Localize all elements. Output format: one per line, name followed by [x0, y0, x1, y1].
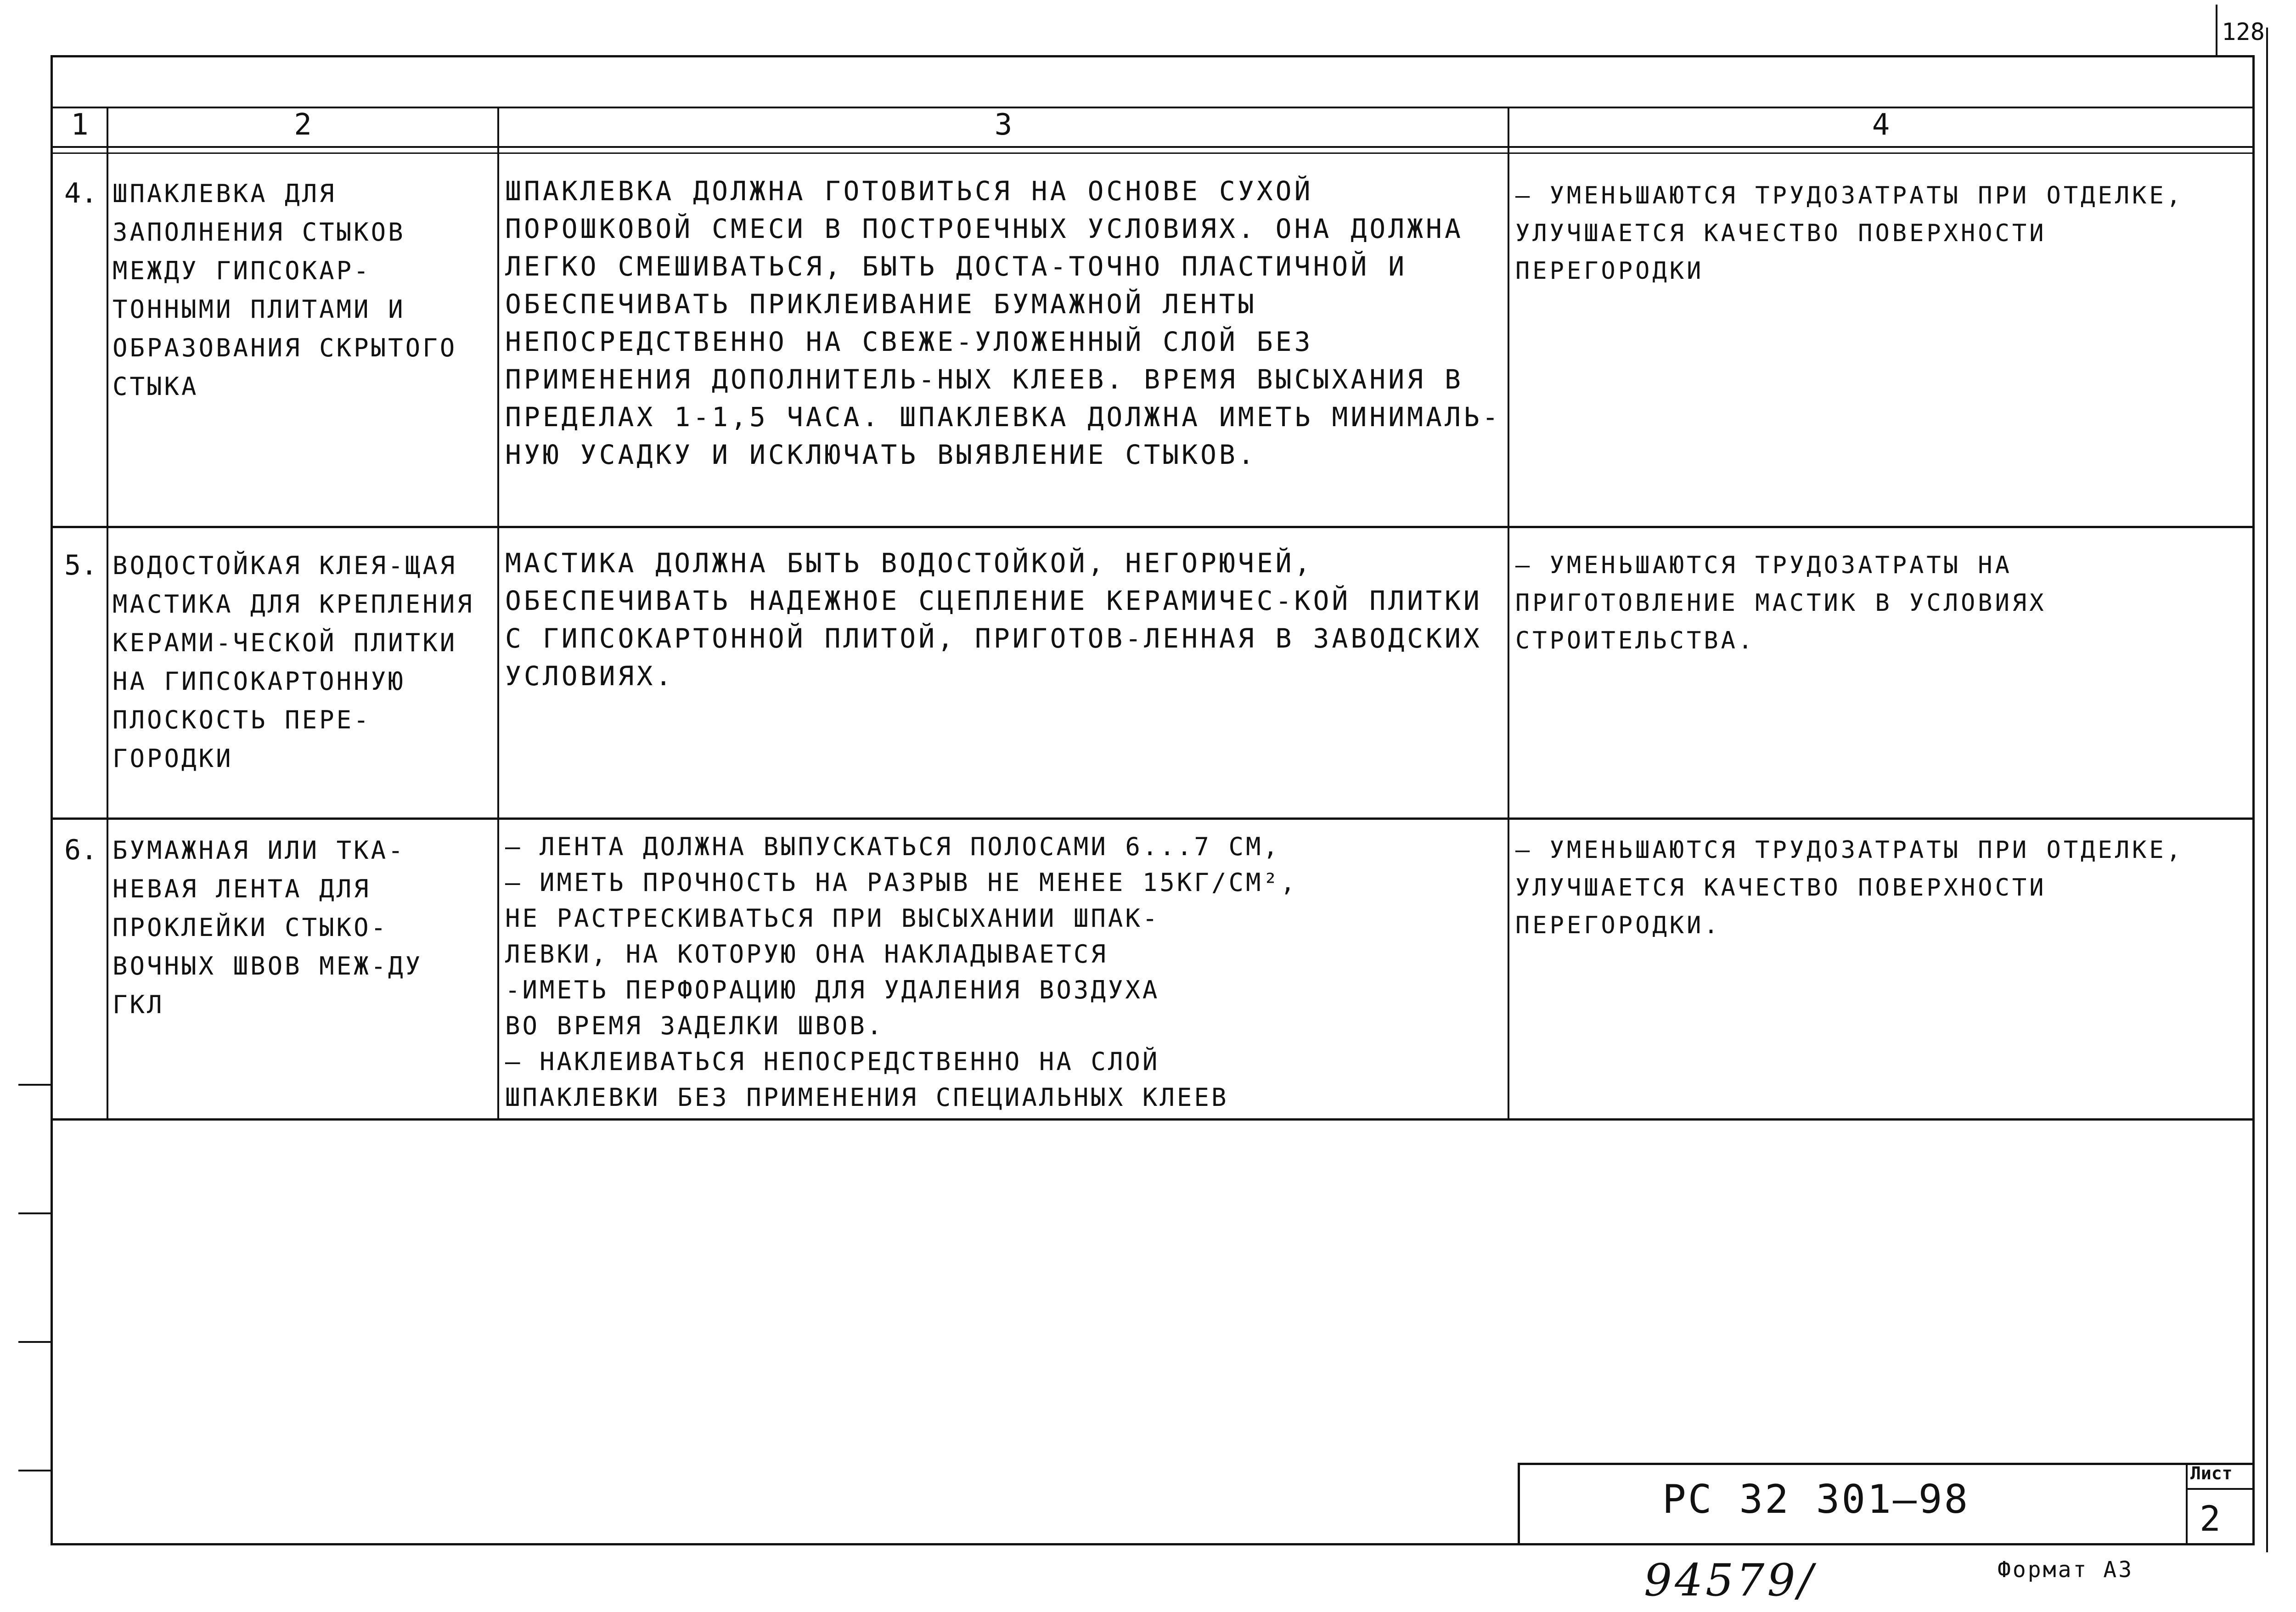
col-divider-1: [107, 107, 108, 1121]
outer-right-border: [2252, 55, 2255, 1545]
expected-effect: — УМЕНЬШАЮТСЯ ТРУДОЗАТРАТЫ ПРИ ОТДЕЛКЕ, УЛУЧШАЕТСЯ КАЧЕСТВО ПОВЕРХНОСТИ ПЕРЕГОРОДКИ: [1515, 182, 2183, 285]
format-note: Формат А3: [1998, 1557, 2134, 1583]
page-number: 128: [2222, 18, 2265, 46]
col-divider-3: [1508, 107, 1509, 1121]
row-number: 6.: [64, 834, 98, 866]
stamp-top-line: [1518, 1463, 2255, 1465]
margin-mark: [18, 1341, 51, 1343]
outer-top-border: [51, 55, 2255, 57]
col-divider-2: [497, 107, 499, 1121]
outer-left-border: [51, 55, 53, 1545]
header-bottom-line: [51, 146, 2255, 148]
header-col-4: 4: [1872, 108, 1890, 142]
header-col-1: 1: [71, 108, 89, 142]
material-name: ШПАКЛЕВКА ДЛЯ ЗАПОЛНЕНИЯ СТЫКОВ МЕЖДУ ГИПСОКАР-ТОННЫМИ ПЛИТАМИ И ОБРАЗОВАНИЯ СКРЫТОГО СТЫКА: [113, 179, 457, 401]
material-name: ВОДОСТОЙКАЯ КЛЕЯ-ЩАЯ МАСТИКА ДЛЯ КРЕПЛЕНИЯ КЕРАМИ-ЧЕСКОЙ ПЛИТКИ НА ГИПСОКАРТОННУЮ ПЛОСКОСТЬ ПЕРЕ-ГОРОДКИ: [113, 551, 474, 773]
row-divider-2: [51, 817, 2255, 820]
expected-effect: — УМЕНЬШАЮТСЯ ТРУДОЗАТРАТЫ НА ПРИГОТОВЛЕНИЕ МАСТИК В УСЛОВИЯХ СТРОИТЕЛЬСТВА.: [1515, 552, 2047, 654]
stamp-sheet-label-line: [2186, 1488, 2255, 1490]
outer-bottom-border: [51, 1543, 2255, 1545]
sheet-label: Лист: [2190, 1463, 2233, 1483]
material-requirements: МАСТИКА ДОЛЖНА БЫТЬ ВОДОСТОЙКОЙ, НЕГОРЮЧЕЙ, ОБЕСПЕЧИВАТЬ НАДЕЖНОЕ СЦЕПЛЕНИЕ КЕРАМИЧЕС-КОЙ ПЛИТКИ С ГИПСОКАРТОННОЙ ПЛИТОЙ, ПРИГОТОВ-ЛЕННАЯ В ЗАВОДСКИХ УСЛОВИЯХ.: [505, 547, 1482, 692]
material-name: БУМАЖНАЯ ИЛИ ТКА-НЕВАЯ ЛЕНТА ДЛЯ ПРОКЛЕЙКИ СТЫКО-ВОЧНЫХ ШВОВ МЕЖ-ДУ ГКЛ: [113, 836, 423, 1019]
header-col-2: 2: [294, 108, 312, 142]
header-col-3: 3: [994, 108, 1013, 142]
row-number: 5.: [64, 549, 98, 581]
stamp-left-line: [1518, 1463, 1520, 1545]
table-bottom-line: [51, 1118, 2255, 1121]
margin-mark: [18, 1470, 51, 1471]
row-divider-1: [51, 526, 2255, 528]
sheet-edge-right: [2266, 28, 2268, 1552]
inventory-number: 94579/: [1644, 1555, 1816, 1606]
document-code: РС 32 301—98: [1662, 1477, 1970, 1522]
row-number: 4.: [64, 177, 98, 209]
expected-effect: — УМЕНЬШАЮТСЯ ТРУДОЗАТРАТЫ ПРИ ОТДЕЛКЕ, УЛУЧШАЕТСЯ КАЧЕСТВО ПОВЕРХНОСТИ ПЕРЕГОРОДКИ.: [1515, 836, 2183, 939]
margin-mark: [18, 1212, 51, 1214]
page-number-box-left: [2216, 5, 2217, 55]
sheet-number: 2: [2200, 1498, 2221, 1539]
stamp-sheet-divider: [2186, 1463, 2188, 1545]
material-requirements: — ЛЕНТА ДОЛЖНА ВЫПУСКАТЬСЯ ПОЛОСАМИ 6...7 СМ, — ИМЕТЬ ПРОЧНОСТЬ НА РАЗРЫВ НЕ МЕНЕЕ 15КГ/СМ², НЕ РАСТРЕСКИВАТЬСЯ ПРИ ВЫСЫХАНИИ ШПАК- ЛЕВКИ, НА КОТОРУЮ ОНА НАКЛАДЫВАЕТСЯ -ИМЕТЬ ПЕРФОРАЦИЮ ДЛЯ УДАЛЕНИЯ ВОЗДУХА ВО ВРЕМЯ ЗАДЕЛКИ ШВОВ. — НАКЛЕИВАТЬСЯ НЕПОСРЕДСТВЕННО НА СЛОЙ ШПАКЛЕВКИ БЕЗ ПРИМЕНЕНИЯ СПЕЦИАЛЬНЫХ КЛЕЕВ: [505, 832, 1298, 1112]
header-bottom-line-2: [51, 152, 2255, 154]
margin-mark: [18, 1084, 51, 1086]
material-requirements: ШПАКЛЕВКА ДОЛЖНА ГОТОВИТЬСЯ НА ОСНОВЕ СУХОЙ ПОРОШКОВОЙ СМЕСИ В ПОСТРОЕЧНЫХ УСЛОВИЯХ. ОНА ДОЛЖНА ЛЕГКО СМЕШИВАТЬСЯ, БЫТЬ ДОСТА-ТОЧНО ПЛАСТИЧНОЙ И ОБЕСПЕЧИВАТЬ ПРИКЛЕИВАНИЕ БУМАЖНОЙ ЛЕНТЫ НЕПОСРЕДСТВЕННО НА СВЕЖЕ-УЛОЖЕННЫЙ СЛОЙ БЕЗ ПРИМЕНЕНИЯ ДОПОЛНИТЕЛЬ-НЫХ КЛЕЕВ. ВРЕМЯ ВЫСЫХАНИЯ В ПРЕДЕЛАХ 1-1,5 ЧАСА. ШПАКЛЕВКА ДОЛЖНА ИМЕТЬ МИНИМАЛЬ-НУЮ УСАДКУ И ИСКЛЮЧАТЬ ВЫЯВЛЕНИЕ СТЫКОВ.: [505, 175, 1501, 470]
